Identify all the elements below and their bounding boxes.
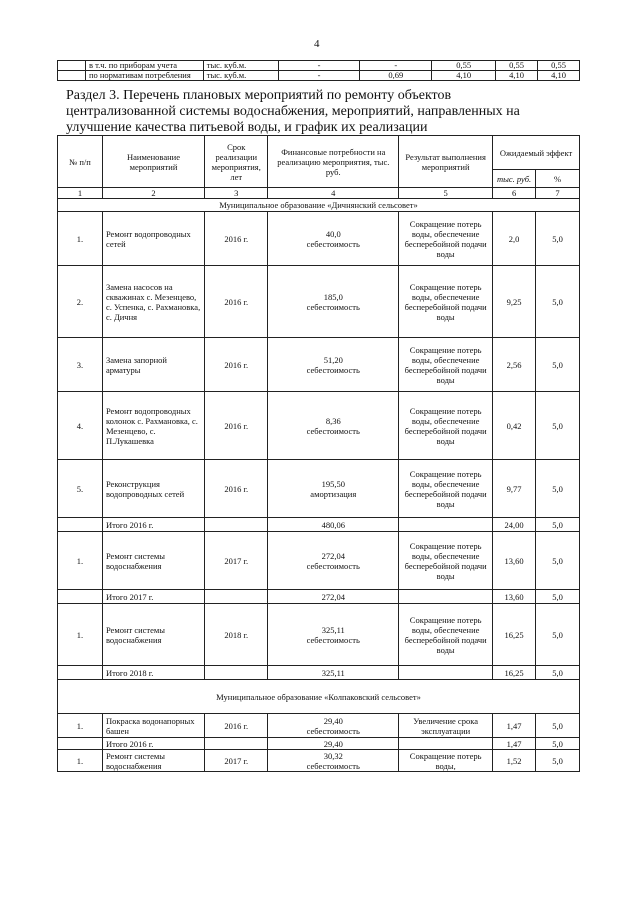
measure-name: Покраска водонапорных башен [102, 714, 204, 738]
finance-amount: 29,40 [323, 715, 343, 726]
total-label: Итого 2018 г. [102, 666, 204, 680]
previous-table-tail [57, 60, 580, 81]
row-number: 3. [58, 338, 103, 392]
effect-pct: 5,0 [536, 532, 580, 590]
total-label: Итого 2016 г. [102, 518, 204, 532]
value-cell: 0,69 [360, 71, 432, 81]
finance-amount: 30,32 [323, 750, 343, 761]
effect-rub: 1,47 [493, 714, 536, 738]
row-number: 4. [58, 392, 103, 460]
measure-name: Ремонт системы водоснабжения [102, 604, 204, 666]
header-result: Результат выполнения мероприятий [399, 136, 493, 188]
table-row [58, 604, 580, 666]
result-cell: Сокращение потерь воды, обеспечение бесперебойной подачи воды [399, 532, 493, 590]
term-cell: 2017 г. [205, 750, 268, 772]
total-amount: 325,11 [268, 666, 399, 680]
table-row [58, 338, 580, 392]
effect-rub: 13,60 [493, 590, 536, 604]
effect-pct: 5,0 [536, 392, 580, 460]
finance-cell [268, 338, 399, 392]
result-cell: Сокращение потерь воды, обеспечение бесперебойной подачи воды [399, 460, 493, 518]
table-row [58, 212, 580, 266]
table-row [58, 460, 580, 518]
total-amount: 29,40 [268, 738, 399, 750]
effect-rub: 9,25 [493, 266, 536, 338]
effect-pct: 5,0 [536, 266, 580, 338]
effect-pct: 5,0 [536, 666, 580, 680]
header-term: Срок реализации мероприятия, лет [205, 136, 268, 188]
effect-rub: 1,47 [493, 738, 536, 750]
effect-rub: 24,00 [493, 518, 536, 532]
finance-amount: 40,0 [325, 228, 341, 239]
measure-name: Реконструкция водопроводных сетей [102, 460, 204, 518]
measure-name: Ремонт водопроводных сетей [102, 212, 204, 266]
result-cell: Сокращение потерь воды, обеспечение бесперебойной подачи воды [399, 392, 493, 460]
col-number: 1 [58, 188, 103, 199]
value-cell: 0,55 [538, 61, 580, 71]
finance-cell [268, 266, 399, 338]
result-cell: Сокращение потерь воды, обеспечение бесперебойной подачи воды [399, 212, 493, 266]
measure-name: Замена насосов на скважинах с. Мезенцево, с. Успенка, с. Рахмановка, с. Дичня [102, 266, 204, 338]
finance-cell [268, 532, 399, 590]
section-row [58, 199, 580, 212]
finance-source: себестоимость [306, 560, 360, 571]
measure-name: Ремонт системы водоснабжения [102, 532, 204, 590]
measure-name: Ремонт системы водоснабжения [102, 750, 204, 772]
finance-source: себестоимость [306, 238, 360, 249]
table-row [58, 392, 580, 460]
row-label: в т.ч. по приборам учета [85, 61, 203, 71]
effect-pct: 5,0 [536, 518, 580, 532]
value-cell: - [278, 61, 360, 71]
term-cell: 2016 г. [205, 212, 268, 266]
finance-source: себестоимость [306, 725, 360, 736]
result-cell: Сокращение потерь воды, обеспечение бесперебойной подачи воды [399, 266, 493, 338]
total-row [58, 518, 580, 532]
total-row [58, 666, 580, 680]
finance-amount: 272,04 [321, 550, 345, 561]
section-heading [66, 88, 578, 136]
total-row [58, 590, 580, 604]
row-number: 1. [58, 750, 103, 772]
finance-amount: 325,11 [321, 624, 345, 635]
finance-cell [268, 212, 399, 266]
finance-cell [268, 604, 399, 666]
value-cell: 0,55 [496, 61, 538, 71]
finance-amount: 195,50 [321, 478, 345, 489]
col-number: 6 [493, 188, 536, 199]
effect-pct: 5,0 [536, 604, 580, 666]
col-number: 2 [102, 188, 204, 199]
row-number: 1. [58, 714, 103, 738]
table-row [58, 750, 580, 772]
effect-pct: 5,0 [536, 714, 580, 738]
value-cell: - [278, 71, 360, 81]
total-amount: 480,06 [268, 518, 399, 532]
col-number: 5 [399, 188, 493, 199]
section-title: Муниципальное образование «Дичнянский сельсовет» [58, 199, 580, 212]
finance-cell [268, 750, 399, 772]
effect-rub: 13,60 [493, 532, 536, 590]
heading-line: улучшение качества питьевой воды, и график их реализации [66, 120, 428, 135]
table-row [58, 266, 580, 338]
row-number: 1. [58, 212, 103, 266]
finance-cell [268, 714, 399, 738]
section-title: Муниципальное образование «Колпаковский сельсовет» [58, 680, 580, 714]
finance-amount: 185,0 [323, 291, 343, 302]
term-cell: 2018 г. [205, 604, 268, 666]
finance-source: себестоимость [306, 760, 360, 771]
effect-pct: 5,0 [536, 750, 580, 772]
col-number: 3 [205, 188, 268, 199]
value-cell: - [360, 61, 432, 71]
row-label: по нормативам потребления [85, 71, 203, 81]
table-row [58, 714, 580, 738]
effect-pct: 5,0 [536, 338, 580, 392]
header-effect-rub: тыс. руб. [493, 170, 536, 188]
result-cell: Сокращение потерь воды, обеспечение бесперебойной подачи воды [399, 338, 493, 392]
finance-cell [268, 460, 399, 518]
value-cell: 4,10 [538, 71, 580, 81]
unit-cell: тыс. куб.м. [203, 71, 278, 81]
header-effect: Ожидаемый эффект [493, 136, 580, 170]
table-row [58, 532, 580, 590]
page-number: 4 [314, 38, 320, 50]
effect-pct: 5,0 [536, 460, 580, 518]
value-cell: 0,55 [432, 61, 496, 71]
total-label: Итого 2016 г. [102, 738, 204, 750]
effect-rub: 2,0 [493, 212, 536, 266]
finance-source: себестоимость [306, 364, 360, 375]
effect-rub: 0,42 [493, 392, 536, 460]
finance-amount: 8,36 [325, 415, 341, 426]
total-row [58, 738, 580, 750]
result-cell: Сокращение потерь воды, [399, 750, 493, 772]
term-cell: 2016 г. [205, 714, 268, 738]
header-effect-pct: % [536, 170, 580, 188]
effect-pct: 5,0 [536, 590, 580, 604]
header-finance: Финансовые потребности на реализацию мероприятия, тыс. руб. [268, 136, 399, 188]
measure-name: Ремонт водопроводных колонок с. Рахмановка, с. Мезенцево, с. П.Лукашевка [102, 392, 204, 460]
term-cell: 2016 г. [205, 392, 268, 460]
effect-rub: 1,52 [493, 750, 536, 772]
effect-rub: 16,25 [493, 666, 536, 680]
header-name: Наименование мероприятий [102, 136, 204, 188]
finance-source: себестоимость [306, 301, 360, 312]
effect-rub: 2,56 [493, 338, 536, 392]
term-cell: 2016 г. [205, 460, 268, 518]
finance-cell [268, 392, 399, 460]
table-row [58, 61, 580, 71]
table-row [58, 71, 580, 81]
row-number: 5. [58, 460, 103, 518]
measure-name: Замена запорной арматуры [102, 338, 204, 392]
term-cell: 2017 г. [205, 532, 268, 590]
col-number: 7 [536, 188, 580, 199]
effect-rub: 9,77 [493, 460, 536, 518]
measures-table [57, 135, 580, 772]
total-label: Итого 2017 г. [102, 590, 204, 604]
unit-cell: тыс. куб.м. [203, 61, 278, 71]
section-row [58, 680, 580, 714]
result-cell: Сокращение потерь воды, обеспечение бесперебойной подачи воды [399, 604, 493, 666]
column-number-row [58, 188, 580, 199]
term-cell: 2016 г. [205, 266, 268, 338]
term-cell: 2016 г. [205, 338, 268, 392]
finance-source: себестоимость [306, 634, 360, 645]
finance-source: себестоимость [306, 425, 360, 436]
header-row [58, 136, 580, 170]
value-cell: 4,10 [432, 71, 496, 81]
row-number: 1. [58, 532, 103, 590]
heading-line: централизованной системы водоснабжения, мероприятий, направленных на [66, 104, 520, 119]
effect-rub: 16,25 [493, 604, 536, 666]
row-number: 1. [58, 604, 103, 666]
heading-line: Раздел 3. Перечень плановых мероприятий по ремонту объектов [66, 88, 452, 103]
header-num: № п/п [58, 136, 103, 188]
finance-source: амортизация [310, 488, 357, 499]
result-cell: Увеличение срока эксплуатации [399, 714, 493, 738]
total-amount: 272,04 [268, 590, 399, 604]
value-cell: 4,10 [496, 71, 538, 81]
effect-pct: 5,0 [536, 738, 580, 750]
col-number: 4 [268, 188, 399, 199]
effect-pct: 5,0 [536, 212, 580, 266]
finance-amount: 51,20 [323, 354, 343, 365]
row-number: 2. [58, 266, 103, 338]
